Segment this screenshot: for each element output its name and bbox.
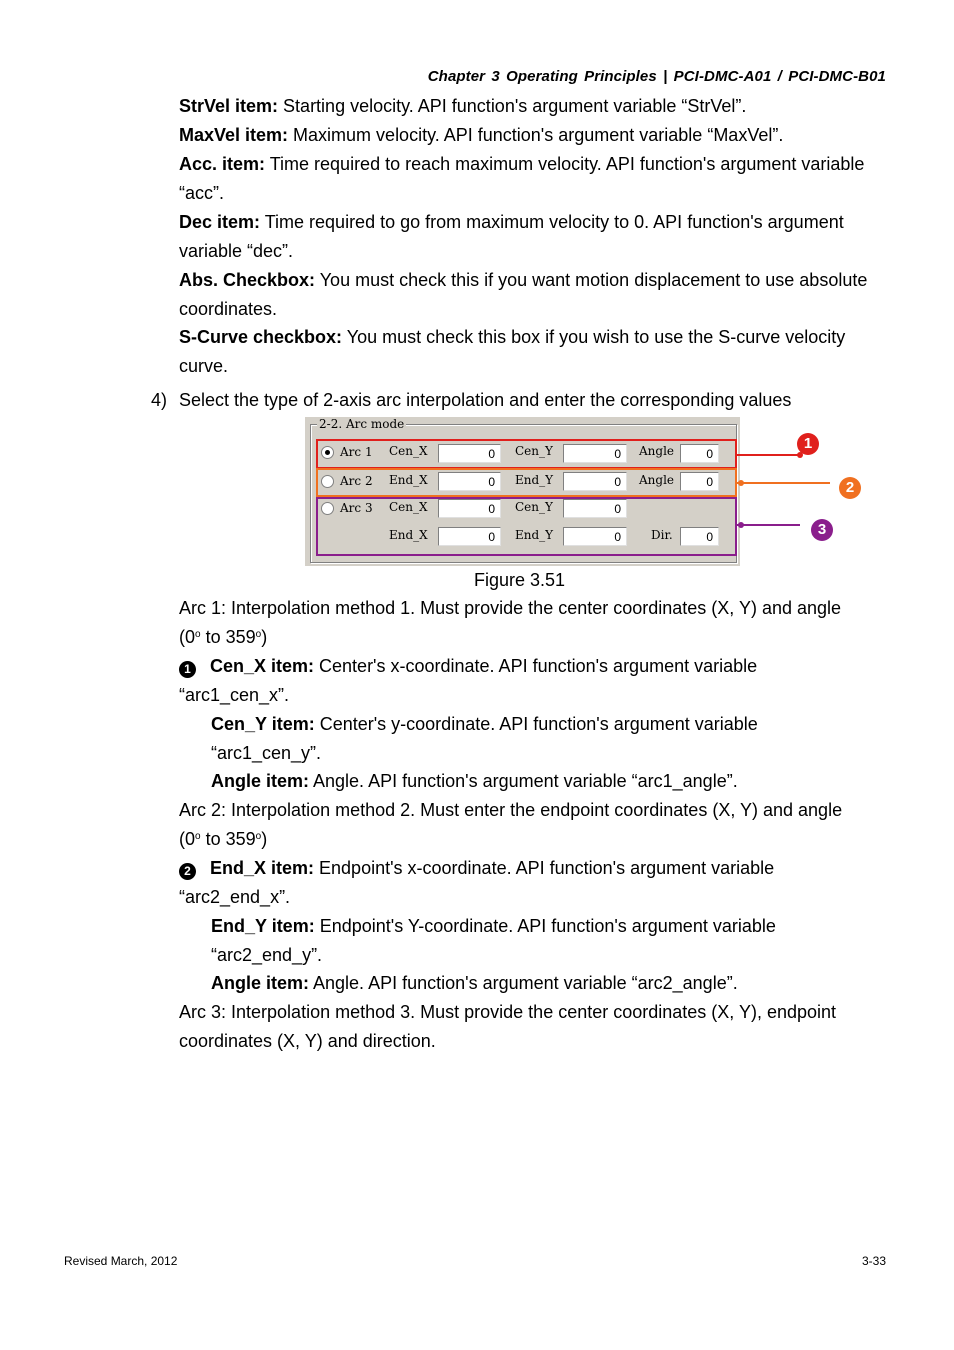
arc2-intro: Arc 2: Interpolation method 2. Must enter the endpoint coordinates (X, Y) and angle (0$^o$ to 359$^o$) (179, 800, 843, 849)
arc1-cen-y-label: Cen_Y (515, 444, 553, 458)
maxvel-desc: MaxVel item: Maximum velocity. API function's argument variable “MaxVel”. (179, 125, 784, 145)
arc3-cen-x-input[interactable]: 0 (438, 499, 501, 518)
arc2-end-y-label: End_Y (515, 473, 554, 487)
arc1-cen-x-label: Cen_X (389, 444, 428, 458)
footer-revised: Revised March, 2012 (64, 1254, 178, 1268)
callout-dot-2 (738, 480, 744, 486)
arc2-highlight (316, 468, 737, 497)
callout-dot-3 (738, 522, 744, 528)
arc1-angle-desc: Angle item: Angle. API function's argument variable “arc1_angle”. (211, 771, 738, 791)
marker-2-icon: 2 (839, 477, 861, 499)
arc1-label: Arc 1 (340, 445, 373, 459)
arc1-cen-x-input[interactable]: 0 (438, 444, 501, 463)
arc3-label: Arc 3 (340, 501, 373, 515)
arc3-intro: Arc 3: Interpolation method 3. Must provide the center coordinates (X, Y), endpoint coordinates (X, Y) and direction. (179, 1002, 837, 1051)
arc2-angle-input[interactable]: 0 (680, 472, 719, 491)
arc3-end-x-input[interactable]: 0 (438, 527, 501, 546)
arc3-cen-y-label: Cen_Y (515, 500, 553, 514)
arc1-cen-y-desc: Cen_Y item: Center's y-coordinate. API function's argument variable “arc1_cen_y”. (211, 714, 758, 763)
footer-page-number: 3-33 (861, 1254, 886, 1268)
arc2-end-x-desc: 2 End_X item: Endpoint's x-coordinate. API function's argument variable “arc2_end_x”. (179, 858, 775, 907)
arc2-angle-desc: Angle item: Angle. API function's argument variable “arc2_angle”. (211, 973, 738, 993)
step-text: Select the type of 2-axis arc interpolation and enter the corresponding values (179, 390, 792, 410)
acc-desc: Acc. item: Time required to reach maximum velocity. API function's argument variable “acc”. (179, 154, 865, 203)
arc-mode-figure (305, 417, 740, 566)
arc1-angle-input[interactable]: 0 (680, 444, 719, 463)
arc1-cen-x-desc: 1 Cen_X item: Center's x-coordinate. API function's argument variable “arc1_cen_x”. (179, 656, 758, 705)
arc2-end-y-desc: End_Y item: Endpoint's Y-coordinate. API function's argument variable “arc2_end_y”. (211, 916, 776, 965)
arc3-end-x-label: End_X (389, 528, 428, 542)
arc2-end-x-input[interactable]: 0 (438, 472, 501, 491)
marker-3-icon: 3 (811, 519, 833, 541)
arc3-end-y-label: End_Y (515, 528, 554, 542)
arc2-end-y-input[interactable]: 0 (563, 472, 627, 491)
circle-1-icon: 1 (179, 661, 196, 678)
arc2-label: Arc 2 (340, 474, 373, 488)
group-title: 2-2. Arc mode (319, 417, 405, 431)
arc1-angle-label: Angle (639, 444, 675, 458)
marker-1-icon: 1 (797, 433, 819, 455)
abs-desc: Abs. Checkbox: You must check this if you want motion displacement to use absolute coordinates. (179, 270, 868, 319)
dec-desc: Dec item: Time required to go from maximum velocity to 0. API function's argument variable “dec”. (179, 212, 844, 261)
arc3-end-y-input[interactable]: 0 (563, 527, 627, 546)
arc3-dir-input[interactable]: 0 (680, 527, 719, 546)
arc1-cen-y-input[interactable]: 0 (563, 444, 627, 463)
arc2-end-x-label: End_X (389, 473, 428, 487)
arc1-intro: Arc 1: Interpolation method 1. Must provide the center coordinates (X, Y) and angle (0$^o$ to 359$^o$) (179, 598, 842, 647)
arc3-cen-x-label: Cen_X (389, 500, 428, 514)
circle-2-icon: 2 (179, 863, 196, 880)
figure-caption: Figure 3.51 (474, 570, 566, 590)
arc3-dir-label: Dir. (651, 528, 673, 542)
arc1-highlight (316, 439, 737, 469)
arc3-highlight (316, 497, 737, 556)
arc3-cen-y-input[interactable]: 0 (563, 499, 627, 518)
step-number: 4) (151, 390, 168, 410)
page-header: Chapter 3 Operating Principles | PCI-DMC-A01 / PCI-DMC-B01 (427, 68, 886, 85)
scurve-desc: S-Curve checkbox: You must check this box if you wish to use the S-curve velocity curve. (179, 327, 846, 376)
strvel-desc: StrVel item: Starting velocity. API function's argument variable “StrVel”. (179, 96, 747, 116)
arc2-angle-label: Angle (639, 473, 675, 487)
